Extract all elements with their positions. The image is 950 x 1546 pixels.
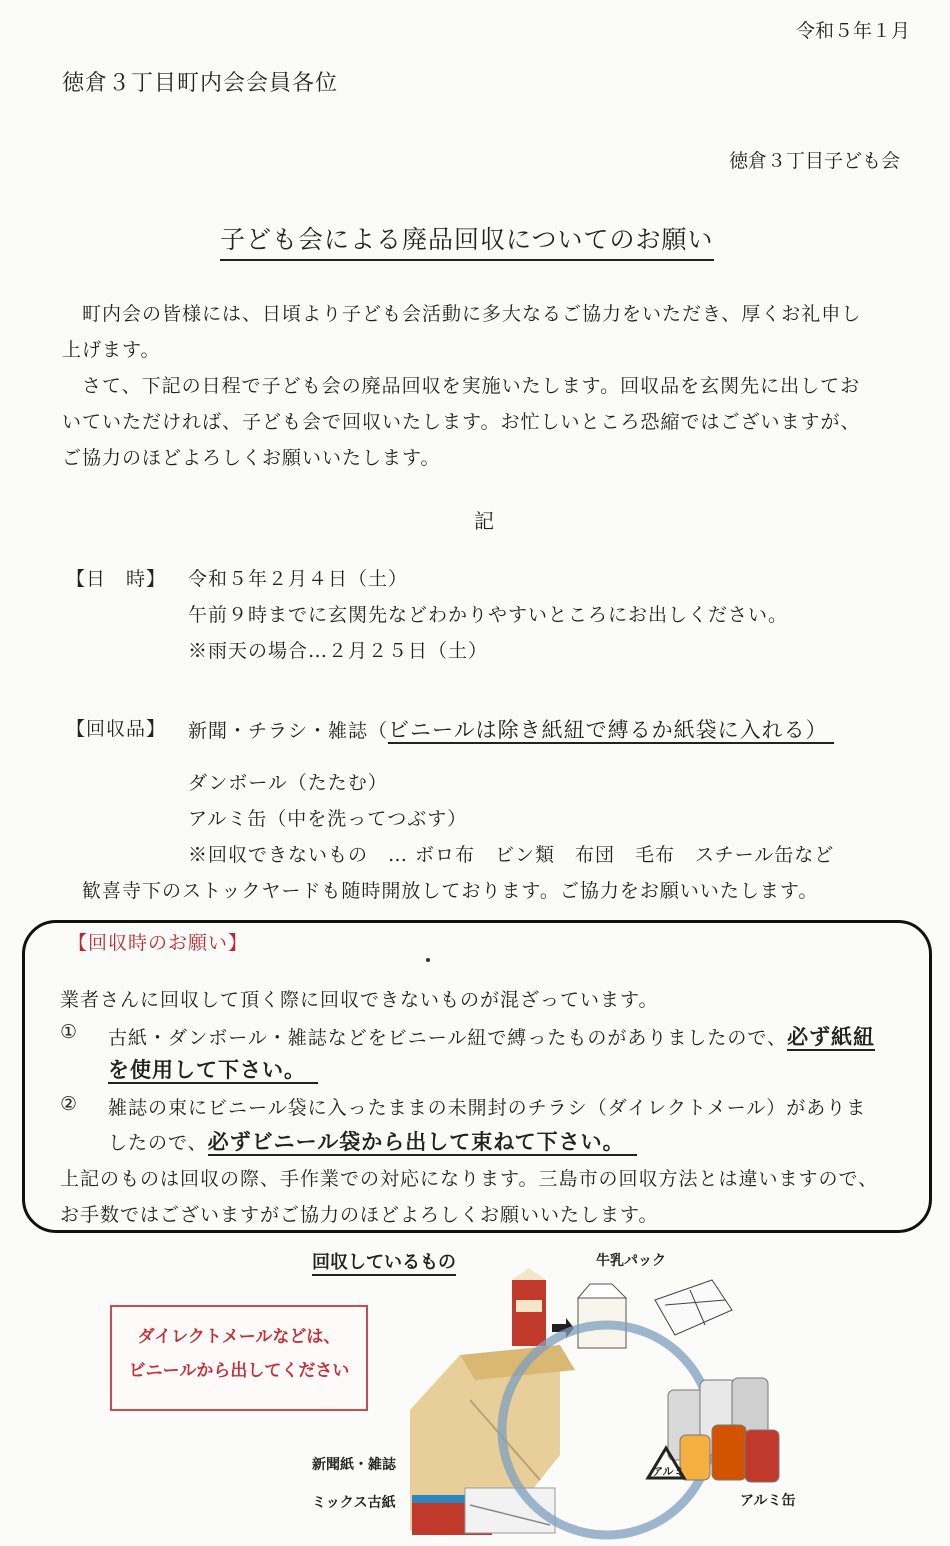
direct-mail-line2: ビニールから出してください	[128, 1361, 350, 1381]
request-item2-emphasis: 必ずビニール袋から出して束ねて下さい。	[208, 1129, 637, 1156]
collected-items-heading: 回収しているもの	[312, 1248, 456, 1276]
schedule-label: 【日 時】	[66, 568, 167, 590]
request-box-title: 【回収時のお願い】	[68, 932, 249, 954]
request-item1-line2	[108, 1054, 318, 1084]
items-label: 【回収品】	[66, 718, 167, 740]
svg-text:アルミ: アルミ	[652, 1465, 685, 1478]
para2-line1: さて、下記の日程で子ども会の廃品回収を実施いたします。回収品を玄関先に出してお	[82, 375, 861, 397]
request-item2-text2: したので、	[108, 1132, 208, 1154]
milk-carton-label: 牛乳パック	[596, 1253, 666, 1269]
request-item2-num: ②	[60, 1093, 79, 1115]
request-footer-line1: 上記のものは回収の際、手作業での対応になります。三島市の回収方法とは違いますので、	[60, 1168, 879, 1190]
ki-heading: 記	[474, 509, 494, 533]
schedule-note: 午前９時までに玄関先などわかりやすいところにお出しください。	[188, 604, 789, 626]
request-item1-num: ①	[60, 1021, 79, 1043]
schedule-date: 令和５年２月４日（土）	[188, 568, 409, 590]
request-item1-emphasis-a: 必ず紙紐	[787, 1024, 876, 1049]
item-newspaper	[188, 714, 834, 744]
request-item1-text: 古紙・ダンボール・雑誌などをビニール紐で縛ったものがありましたので、	[108, 1027, 788, 1049]
request-item2-line2	[108, 1126, 637, 1156]
paper-stack-icon	[412, 1488, 555, 1535]
para1-line1: 町内会の皆様には、日頃より子ども会活動に多大なるご協力をいただき、厚くお礼申し	[82, 303, 862, 325]
stray-dot	[426, 958, 430, 962]
bundled-cartons-icon	[655, 1280, 732, 1335]
item-aluminum: アルミ缶（中を洗ってつぶす）	[188, 808, 468, 830]
sender: 徳倉３丁目子ども会	[728, 150, 900, 172]
item-newspaper-note: ビニールは除き紙紐で縛るか紙袋に入れる）	[388, 718, 834, 744]
intro-paragraph	[62, 296, 912, 476]
not-accepted-note: ※回収できないもの … ボロ布 ビン類 布団 毛布 スチール缶など	[188, 844, 835, 866]
request-intro: 業者さんに回収して頂く際に回収できないものが混ざっています。	[60, 989, 659, 1011]
aluminum-cans-icon	[668, 1378, 779, 1482]
stockyard-note: 歓喜寺下のストックヤードも随時開放しております。ご協力をお願いいたします。	[82, 880, 819, 902]
recycling-illustration	[0, 1240, 950, 1546]
mixed-paper-label: ミックス古紙	[312, 1495, 396, 1511]
direct-mail-line1: ダイレクトメールなどは、	[137, 1327, 341, 1347]
aluminum-can-label: アルミ缶	[740, 1493, 796, 1509]
request-item2-text: 雑誌の束にビニール袋に入ったままの未開封のチラシ（ダイレクトメール）がありま	[108, 1097, 867, 1119]
newspaper-label: 新聞紙・雑誌	[312, 1457, 396, 1473]
document-title: 子ども会による廃品回収についてのお願い	[220, 220, 714, 261]
item-cardboard: ダンボール（たたむ）	[188, 772, 388, 794]
para2-line2: いていただければ、子ども会で回収いたします。お忙しいところ恐縮ではございますが、	[62, 411, 861, 433]
item-newspaper-prefix: 新聞・チラシ・雑誌（	[188, 720, 389, 742]
para2-line3: ご協力のほどよろしくお願いいたします。	[62, 447, 441, 469]
request-footer-line2: お手数ではございますがご協力のほどよろしくお願いいたします。	[60, 1204, 659, 1226]
para1-line2: 上げます。	[62, 339, 161, 361]
document-date: 令和５年１月	[795, 20, 910, 42]
schedule-rain: ※雨天の場合…２月２５日（土）	[188, 640, 489, 662]
addressee: 徳倉３丁目町内会会員各位	[62, 71, 339, 96]
request-item1	[108, 1021, 875, 1051]
request-item1-emphasis-b: を使用して下さい。	[108, 1057, 318, 1084]
